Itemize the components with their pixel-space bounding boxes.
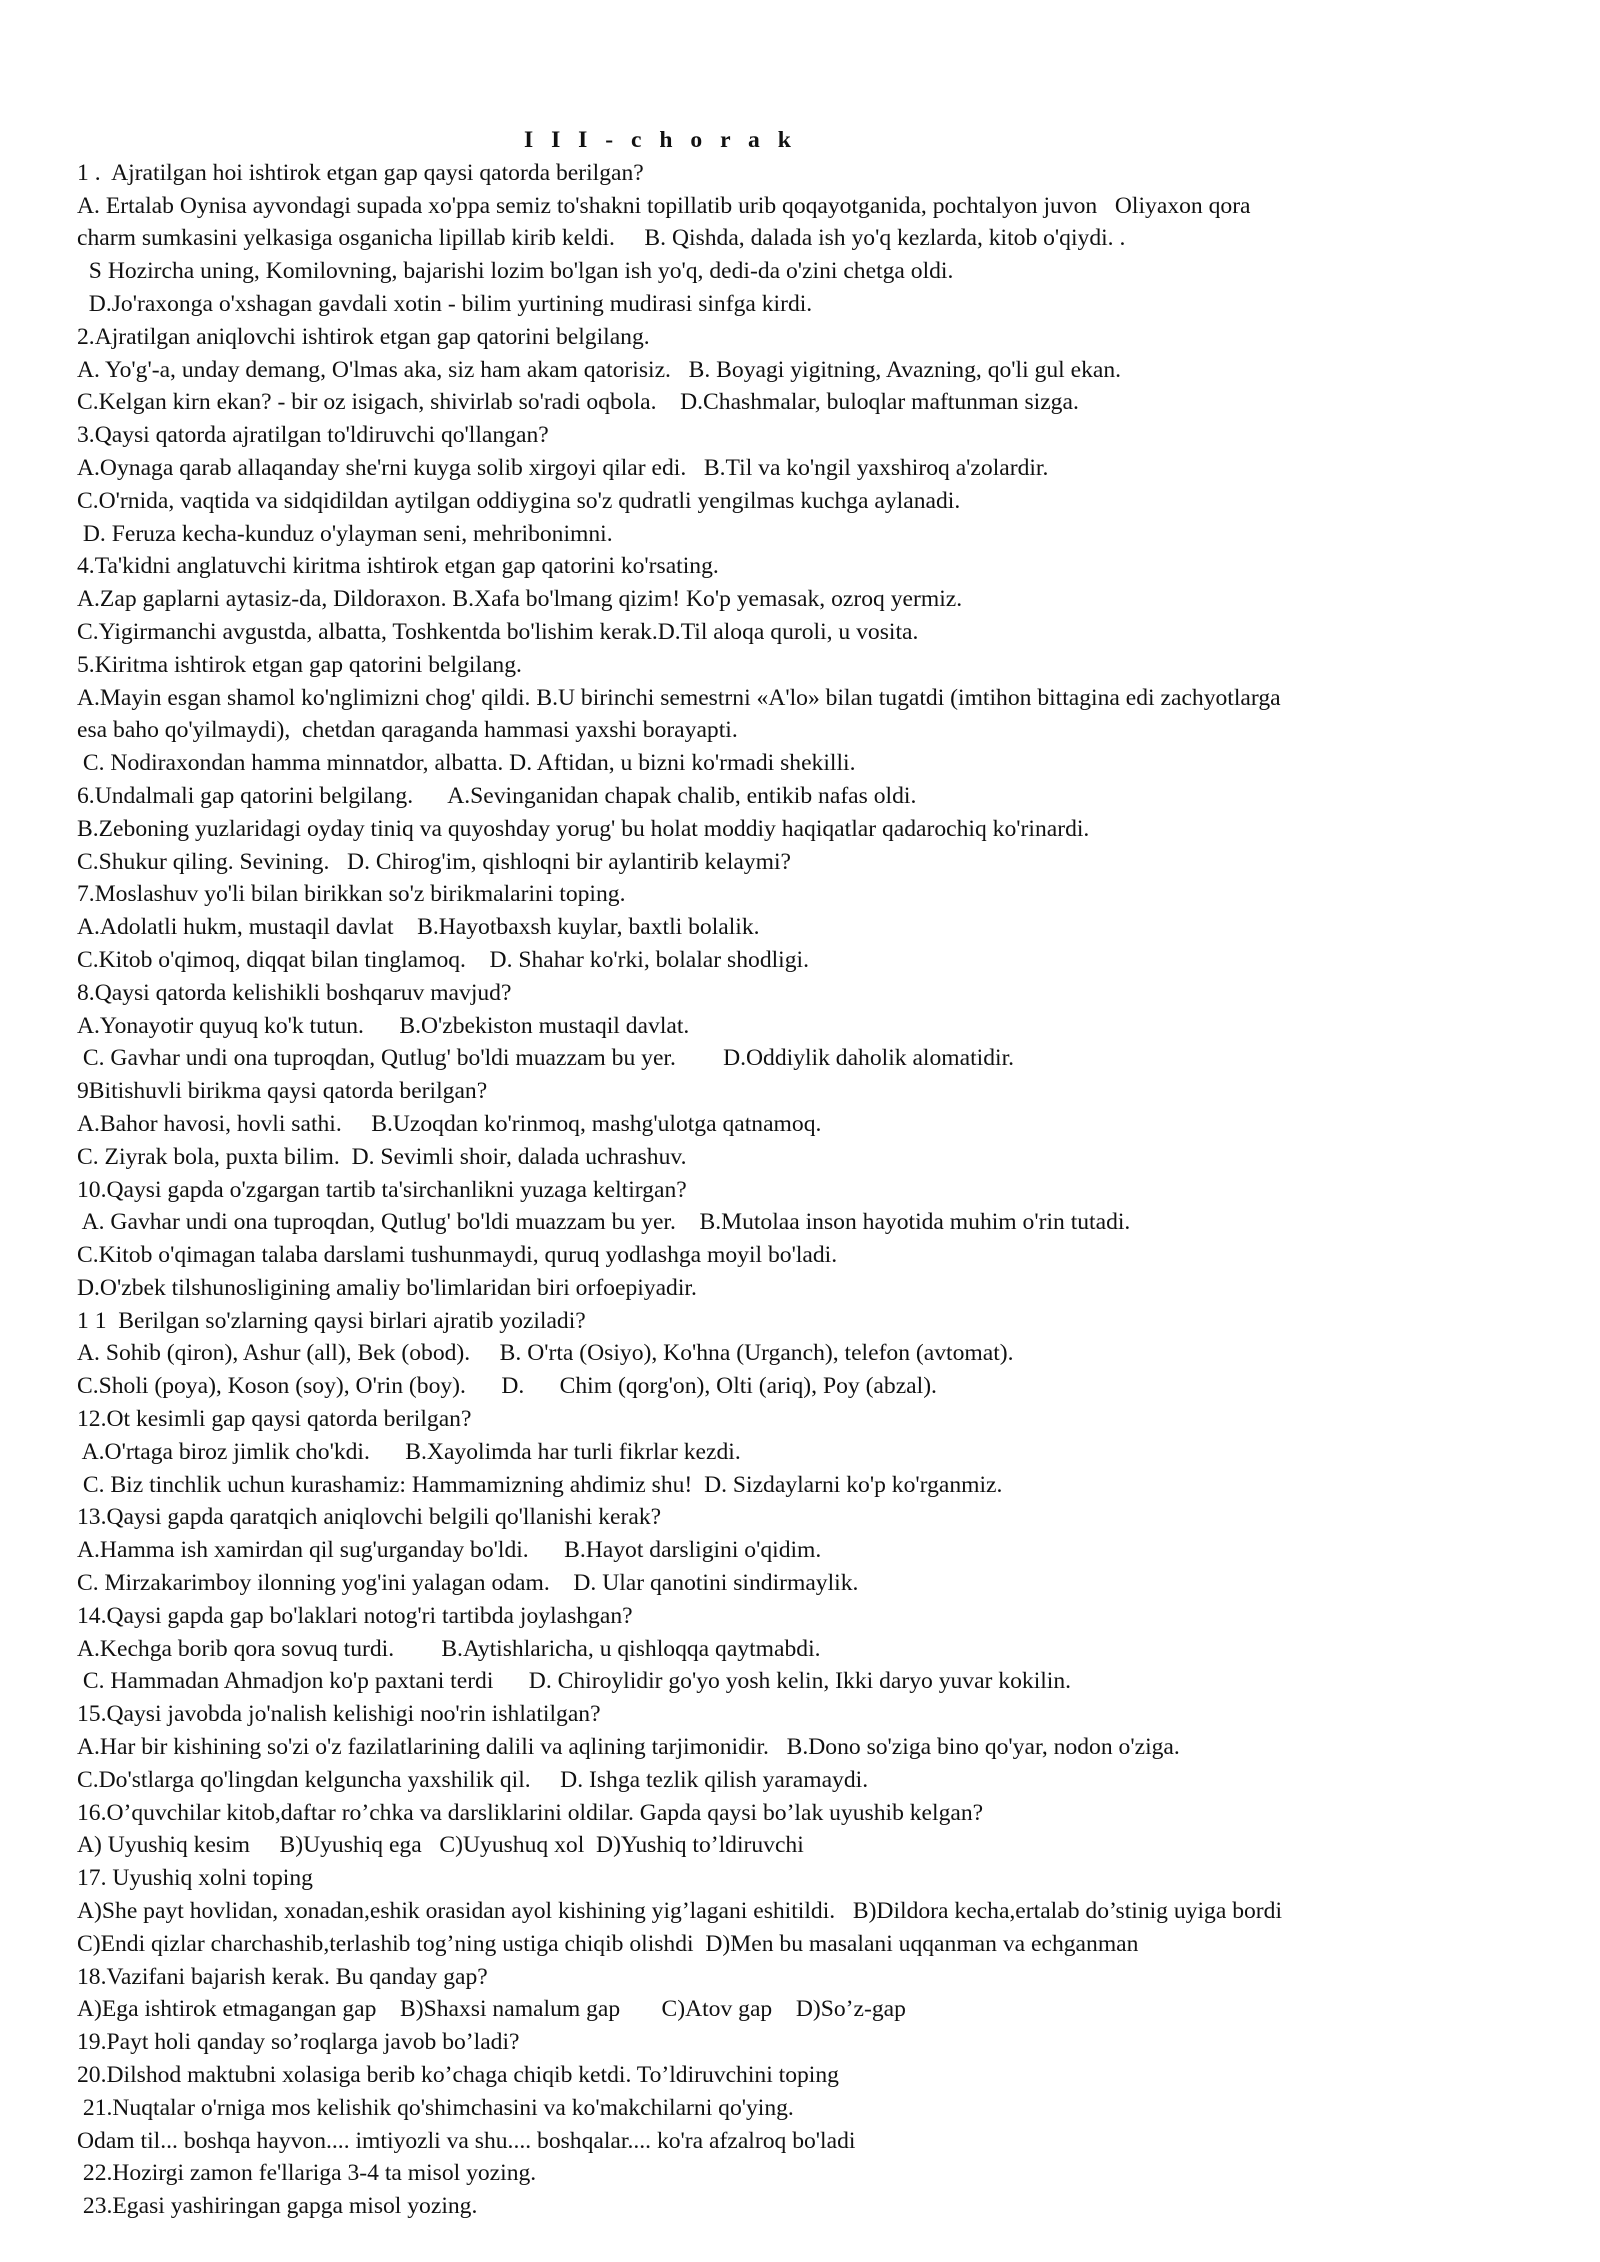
text-line: Odam til... boshqa hayvon.... imtiyozli va shu.... boshqalar.... ko'ra afzalroq bo'ladi bbox=[77, 2127, 856, 2154]
text-line: C.Kelgan kirn ekan? - bir oz isigach, shivirlab so'radi oqbola. D.Chashmalar, buloqlar maftunman sizga. bbox=[77, 389, 1079, 416]
text-line: C.O'rnida, vaqtida va sidqidildan aytilgan oddiygina so'z qudratli yengilmas kuchga aylanadi. bbox=[77, 487, 961, 514]
text-line: 6.Undalmali gap qatorini belgilang. A.Sevinganidan chapak chalib, entikib nafas oldi. bbox=[77, 782, 917, 809]
text-line: A.Bahor havosi, hovli sathi. B.Uzoqdan ko'rinmoq, mashg'ulotga qatnamoq. bbox=[77, 1110, 822, 1137]
text-line: A.Oynaga qarab allaqanday she'rni kuyga solib xirgoyi qilar edi. B.Til va ko'ngil yaxshiroq a'zolardir. bbox=[77, 454, 1049, 481]
text-line: A.Kechga borib qora sovuq turdi. B.Aytishlaricha, u qishloqqa qaytmabdi. bbox=[77, 1635, 821, 1662]
text-line: C. Nodiraxondan hamma minnatdor, albatta. D. Aftidan, u bizni ko'rmadi shekilli. bbox=[77, 750, 856, 777]
text-line: 1 . Ajratilgan hoi ishtirok etgan gap qaysi qatorda berilgan? bbox=[77, 159, 644, 186]
text-line: D.O'zbek tilshunosligining amaliy bo'limlaridan biri orfoepiyadir. bbox=[77, 1274, 697, 1301]
text-line: A. Sohib (qiron), Ashur (all), Bek (obod). B. O'rta (Osiyo), Ko'hna (Urganch), telefon (avtomat). bbox=[77, 1340, 1014, 1367]
text-line: A.Yonayotir quyuq ko'k tutun. B.O'zbekiston mustaqil davlat. bbox=[77, 1012, 690, 1039]
text-line: 2.Ajratilgan aniqlovchi ishtirok etgan gap qatorini belgilang. bbox=[77, 323, 650, 350]
text-line: 12.Ot kesimli gap qaysi qatorda berilgan? bbox=[77, 1406, 472, 1433]
text-line: A. Yo'g'-a, unday demang, O'lmas aka, siz ham akam qatorisiz. B. Boyagi yigitning, Avazning, qo'li gul ekan. bbox=[77, 356, 1122, 383]
text-line: A. Gavhar undi ona tuproqdan, Qutlug' bo'ldi muazzam bu yer. B.Mutolaa inson hayotida muhim o'rin tutadi. bbox=[77, 1209, 1131, 1236]
text-line: C.Sholi (poya), Koson (soy), O'rin (boy). D. Chim (qorg'on), Olti (ariq), Poy (abzal). bbox=[77, 1373, 937, 1400]
text-line: A)Ega ishtirok etmagangan gap B)Shaxsi namalum gap C)Atov gap D)So’z-gap bbox=[77, 1996, 906, 2023]
text-line: 19.Payt holi qanday so’roqlarga javob bo’ladi? bbox=[77, 2029, 520, 2056]
text-line: A.Zap gaplarni aytasiz-da, Dildoraxon. B.Xafa bo'lmang qizim! Ko'p yemasak, ozroq yermiz. bbox=[77, 586, 963, 613]
text-line: A.Mayin esgan shamol ko'nglimizni chog' qildi. B.U birinchi semestrni «A'lo» bilan tugatdi (imtihon bittagina edi zachyotlarga bbox=[77, 684, 1281, 711]
text-line: S Hozircha uning, Komilovning, bajarishi lozim bo'lgan ish yo'q, dedi-da o'zini chetga oldi. bbox=[77, 258, 954, 285]
page-title: I I I - c h o r a k bbox=[524, 127, 797, 153]
text-line: A.Adolatli hukm, mustaqil davlat B.Hayotbaxsh kuylar, baxtli bolalik. bbox=[77, 914, 760, 941]
text-line: charm sumkasini yelkasiga osganicha lipillab kirib keldi. B. Qishda, dalada ish yo'q kezlarda, kitob o'qiydi. . bbox=[77, 225, 1126, 252]
text-line: 16.O’quvchilar kitob,daftar ro’chka va darsliklarini oldilar. Gapda qaysi bo’lak uyushib kelgan? bbox=[77, 1799, 984, 1826]
text-line: C. Biz tinchlik uchun kurashamiz: Hammamizning ahdimiz shu! D. Sizdaylarni ko'p ko'rganmiz. bbox=[77, 1471, 1003, 1498]
text-line: C.Kitob o'qimagan talaba darslami tushunmaydi, quruq yodlashga moyil bo'ladi. bbox=[77, 1242, 838, 1269]
text-line: 18.Vazifani bajarish kerak. Bu qanday gap? bbox=[77, 1963, 488, 1990]
text-line: C. Gavhar undi ona tuproqdan, Qutlug' bo'ldi muazzam bu yer. D.Oddiylik daholik alomatidir. bbox=[77, 1045, 1015, 1072]
text-line: esa baho qo'yilmaydi), chetdan qaraganda hammasi yaxshi borayapti. bbox=[77, 717, 738, 744]
text-line: 21.Nuqtalar o'rniga mos kelishik qo'shimchasini va ko'makchilarni qo'ying. bbox=[77, 2094, 794, 2121]
text-line: A.Har bir kishining so'zi o'z fazilatlarining dalili va aqlining tarjimonidir. B.Dono so'ziga bino qo'yar, nodon o'ziga. bbox=[77, 1734, 1180, 1761]
text-line: A. Ertalab Oynisa ayvondagi supada xo'ppa semiz to'shakni topillatib urib qoqayotganida, pochtalyon juvon Oliyaxon qora bbox=[77, 192, 1251, 219]
text-line: C.Yigirmanchi avgustda, albatta, Toshkentda bo'lishim kerak.D.Til aloqa quroli, u vosita. bbox=[77, 618, 919, 645]
text-line: 4.Ta'kidni anglatuvchi kiritma ishtirok etgan gap qatorini ko'rsating. bbox=[77, 553, 719, 580]
text-line: 20.Dilshod maktubni xolasiga berib ko’chaga chiqib ketdi. To’ldiruvchini toping bbox=[77, 2062, 839, 2089]
question-list bbox=[77, 157, 1560, 2223]
text-line: 7.Moslashuv yo'li bilan birikkan so'z birikmalarini toping. bbox=[77, 881, 626, 908]
text-line: A.O'rtaga biroz jimlik cho'kdi. B.Xayolimda har turli fikrlar kezdi. bbox=[77, 1438, 741, 1465]
text-line: 13.Qaysi gapda qaratqich aniqlovchi belgili qo'llanishi kerak? bbox=[77, 1504, 662, 1531]
text-line: D. Feruza kecha-kunduz o'ylayman seni, mehribonimni. bbox=[77, 520, 613, 547]
text-line: 23.Egasi yashiringan gapga misol yozing. bbox=[77, 2193, 478, 2220]
text-line: 15.Qaysi javobda jo'nalish kelishigi noo'rin ishlatilgan? bbox=[77, 1701, 601, 1728]
text-line: C)Endi qizlar charchashib,terlashib tog’ning ustiga chiqib olishdi D)Men bu masalani uqqanman va echganman bbox=[77, 1930, 1139, 1957]
text-line: 5.Kiritma ishtirok etgan gap qatorini belgilang. bbox=[77, 651, 522, 678]
text-line: 9Bitishuvli birikma qaysi qatorda berilgan? bbox=[77, 1078, 488, 1105]
text-line: C. Hammadan Ahmadjon ko'p paxtani terdi D. Chiroylidir go'yo yosh kelin, Ikki daryo yuvar kokilin. bbox=[77, 1668, 1072, 1695]
text-line: 14.Qaysi gapda gap bo'laklari notog'ri tartibda joylashgan? bbox=[77, 1602, 633, 1629]
text-line: 22.Hozirgi zamon fe'llariga 3-4 ta misol yozing. bbox=[77, 2160, 537, 2187]
text-line: C.Kitob o'qimoq, diqqat bilan tinglamoq. D. Shahar ko'rki, bolalar shodligi. bbox=[77, 946, 809, 973]
text-line: D.Jo'raxonga o'xshagan gavdali xotin - bilim yurtining mudirasi sinfga kirdi. bbox=[77, 290, 813, 317]
text-line: A.Hamma ish xamirdan qil sug'urganday bo'ldi. B.Hayot darsligini o'qidim. bbox=[77, 1537, 822, 1564]
text-line: 8.Qaysi qatorda kelishikli boshqaruv mavjud? bbox=[77, 979, 512, 1006]
text-line: C.Do'stlarga qo'lingdan kelguncha yaxshilik qil. D. Ishga tezlik qilish yaramaydi. bbox=[77, 1766, 869, 1793]
text-line: A)She payt hovlidan, xonadan,eshik orasidan ayol kishining yig’lagani eshitildi. B)Dildora kecha,ertalab do’stinig uyiga bordi bbox=[77, 1898, 1282, 1925]
text-line: C.Shukur qiling. Sevining. D. Chirog'im, qishloqni bir aylantirib kelaymi? bbox=[77, 848, 791, 875]
text-line: C. Ziyrak bola, puxta bilim. D. Sevimli shoir, dalada uchrashuv. bbox=[77, 1143, 687, 1170]
text-line: A) Uyushiq kesim B)Uyushiq ega C)Uyushuq xol D)Yushiq to’ldiruvchi bbox=[77, 1832, 804, 1859]
text-line: 1 1 Berilgan so'zlarning qaysi birlari ajratib yoziladi? bbox=[77, 1307, 586, 1334]
text-line: 17. Uyushiq xolni toping bbox=[77, 1865, 313, 1892]
text-line: 10.Qaysi gapda o'zgargan tartib ta'sirchanlikni yuzaga keltirgan? bbox=[77, 1176, 687, 1203]
text-line: B.Zeboning yuzlaridagi oyday tiniq va quyoshday yorug' bu holat moddiy haqiqatlar qadarochiq ko'rinardi. bbox=[77, 815, 1090, 842]
text-line: 3.Qaysi qatorda ajratilgan to'ldiruvchi qo'llangan? bbox=[77, 422, 549, 449]
text-line: C. Mirzakarimboy ilonning yog'ini yalagan odam. D. Ular qanotini sindirmaylik. bbox=[77, 1570, 859, 1597]
